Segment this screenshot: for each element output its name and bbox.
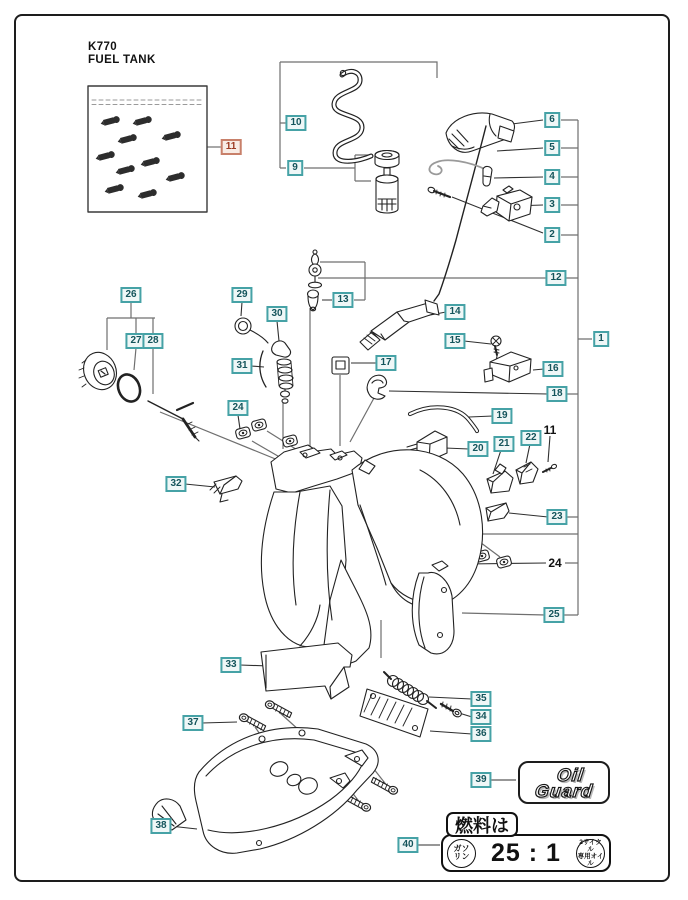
part-label-12[interactable]: 12 (545, 270, 566, 286)
part-label-11[interactable]: 11 (543, 423, 557, 437)
part-label-33[interactable]: 33 (220, 657, 241, 673)
part-label-22[interactable]: 22 (520, 430, 541, 446)
part-label-9[interactable]: 9 (287, 160, 303, 176)
part-label-18[interactable]: 18 (546, 386, 567, 402)
part-label-28[interactable]: 28 (142, 333, 163, 349)
part-label-21[interactable]: 21 (493, 436, 514, 452)
section-title: FUEL TANK (88, 54, 156, 66)
part-label-1[interactable]: 1 (593, 331, 609, 347)
part-label-26[interactable]: 26 (120, 287, 141, 303)
part-label-2[interactable]: 2 (544, 227, 560, 243)
part-label-30[interactable]: 30 (266, 306, 287, 322)
part-label-38[interactable]: 38 (150, 818, 171, 834)
part-label-40[interactable]: 40 (397, 837, 418, 853)
part-label-35[interactable]: 35 (470, 691, 491, 707)
oil-guard-line1: Oil (556, 764, 586, 785)
part-label-15[interactable]: 15 (444, 333, 465, 349)
part-label-37[interactable]: 37 (182, 715, 203, 731)
gasoline-text-line1: ガソ (453, 843, 470, 853)
part-label-20[interactable]: 20 (467, 441, 488, 457)
oil-text-line2: 専用オイル (577, 853, 604, 867)
part-label-31[interactable]: 31 (231, 358, 252, 374)
fuel-label-heading: 燃料は (446, 812, 518, 837)
mix-ratio: 25 : 1 (491, 838, 561, 867)
part-label-19[interactable]: 19 (491, 408, 512, 424)
oil-guard-line2: Guard (533, 780, 595, 801)
part-label-16[interactable]: 16 (542, 361, 563, 377)
part-label-10[interactable]: 10 (285, 115, 306, 131)
part-label-25[interactable]: 25 (543, 607, 564, 623)
part-label-4[interactable]: 4 (544, 169, 560, 185)
part-label-14[interactable]: 14 (444, 304, 465, 320)
part-label-17[interactable]: 17 (375, 355, 396, 371)
part-label-11[interactable]: 11 (221, 139, 242, 155)
part-label-24[interactable]: 24 (548, 556, 562, 570)
part-label-34[interactable]: 34 (470, 709, 491, 725)
part-label-27[interactable]: 27 (125, 333, 146, 349)
oil-text-line1: 2サイクル (579, 839, 602, 853)
part-label-5[interactable]: 5 (544, 140, 560, 156)
part-label-32[interactable]: 32 (165, 476, 186, 492)
part-label-23[interactable]: 23 (546, 509, 567, 525)
part-label-6[interactable]: 6 (544, 112, 560, 128)
part-label-39[interactable]: 39 (470, 772, 491, 788)
part-label-24[interactable]: 24 (227, 400, 248, 416)
part-label-29[interactable]: 29 (231, 287, 252, 303)
part-label-36[interactable]: 36 (470, 726, 491, 742)
gasoline-text-line2: リン (453, 852, 470, 861)
model-number: K770 (88, 41, 118, 53)
part-label-13[interactable]: 13 (332, 292, 353, 308)
part-label-3[interactable]: 3 (544, 197, 560, 213)
